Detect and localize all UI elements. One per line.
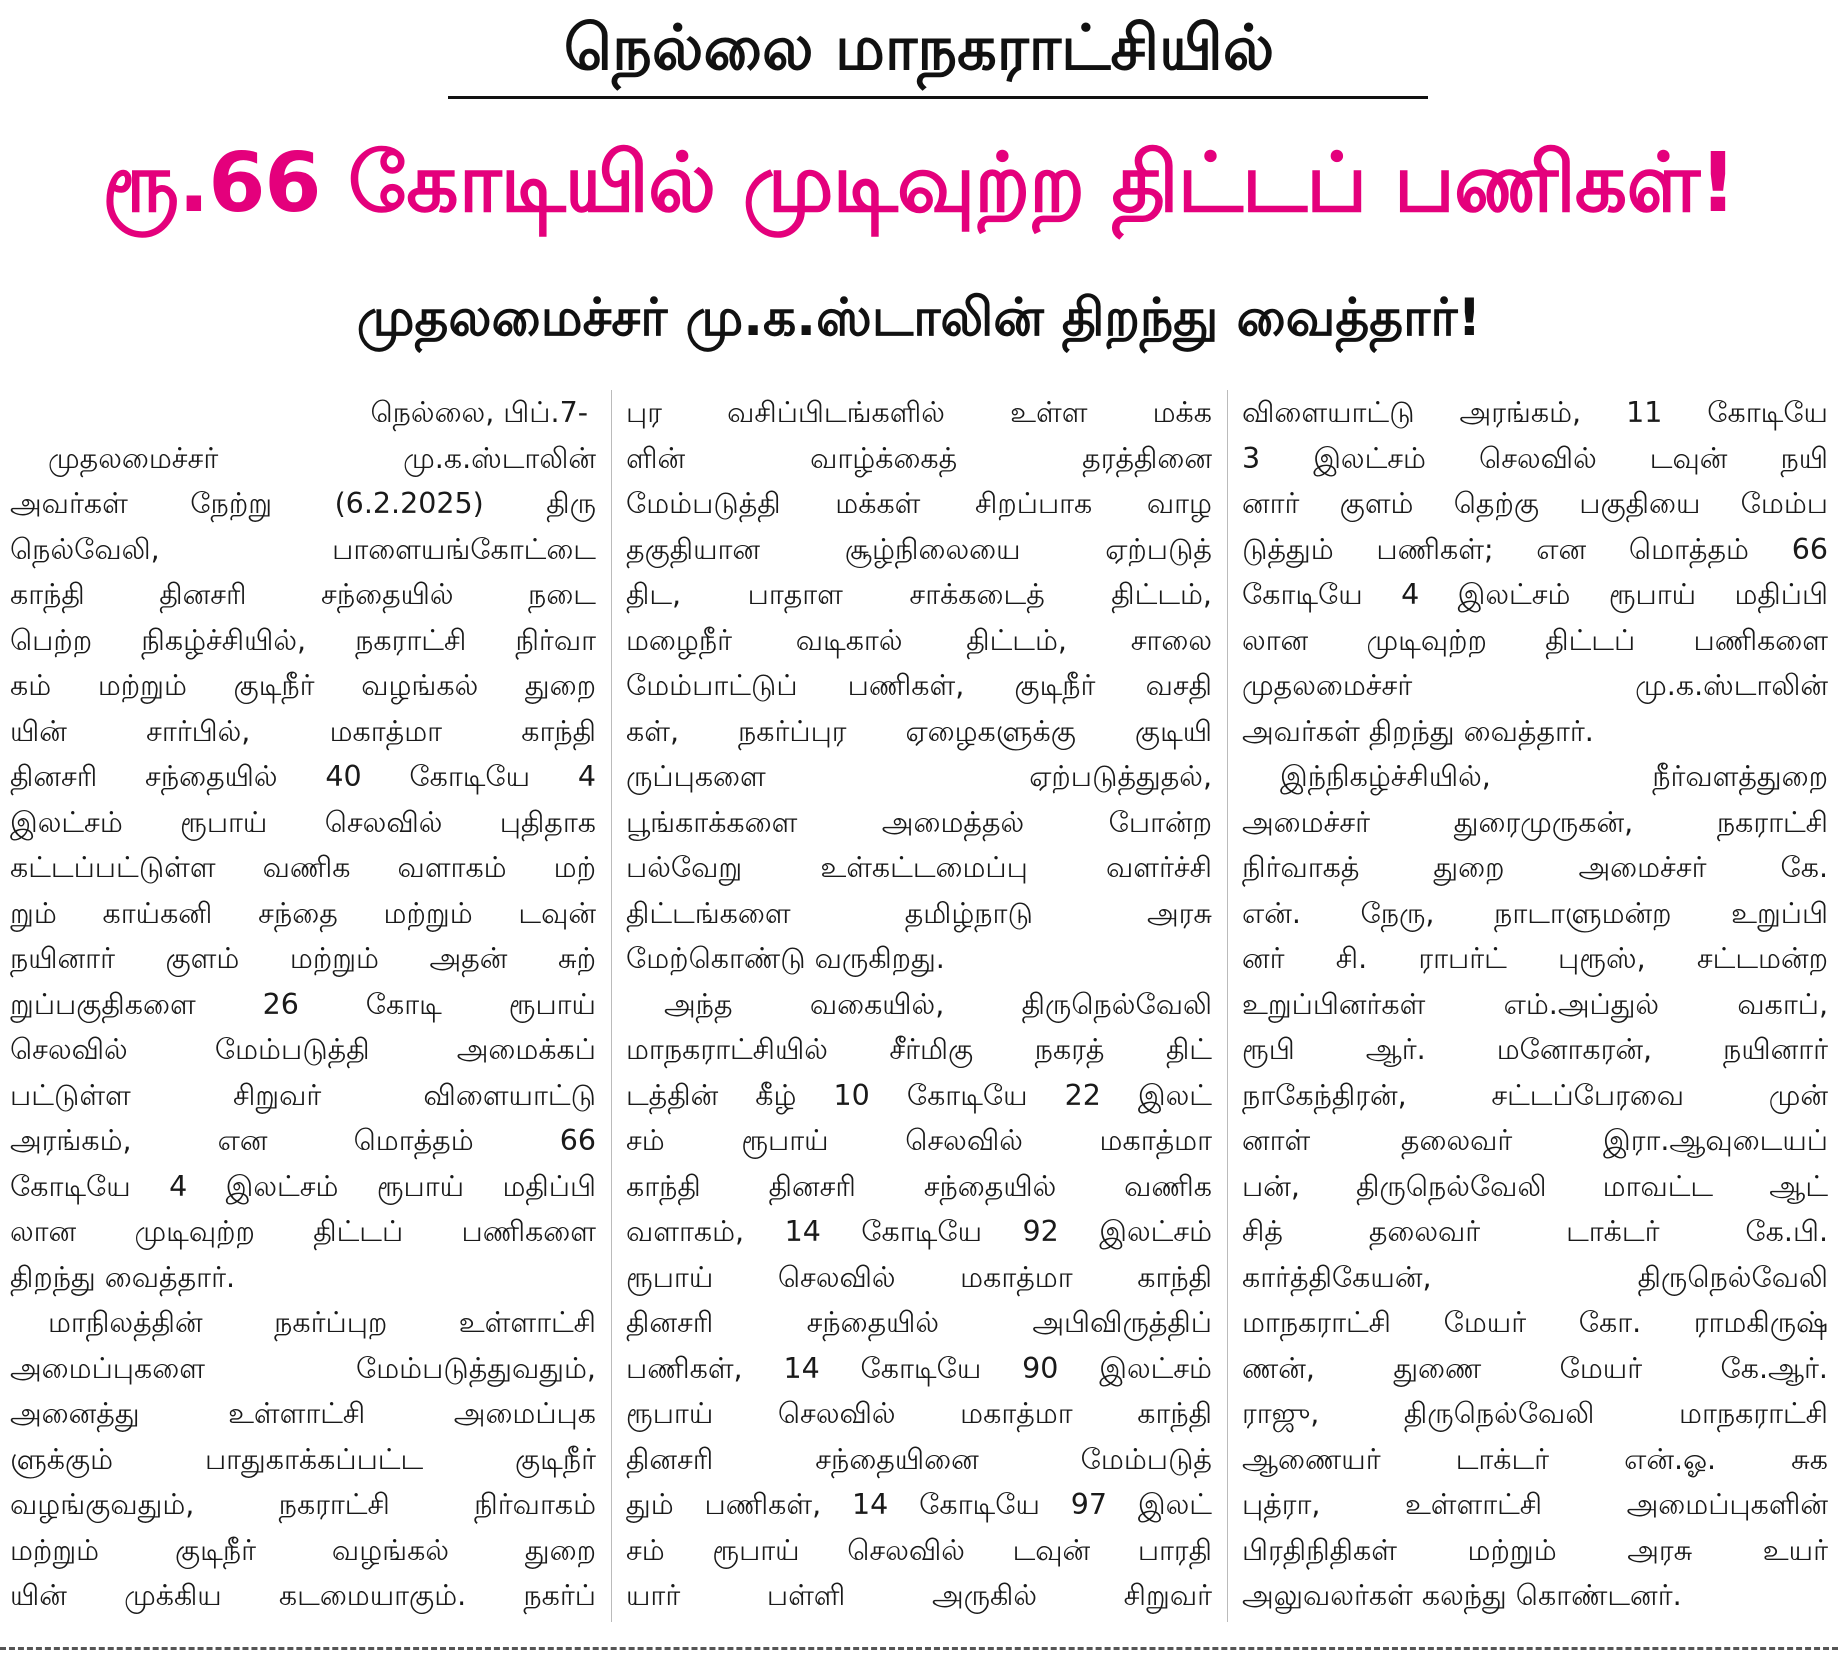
column-2-line: அந்த வகையில், திருநெல்வேலி (664, 987, 1212, 1021)
column-2-line: மேம்படுத்தி மக்கள் சிறப்பாக வாழ (626, 487, 1212, 520)
column-1-line: ளுக்கும் பாதுகாக்கப்பட்ட குடிநீர் (10, 1442, 596, 1476)
column-1-line: முதலமைச்சர் மு.க.ஸ்டாலின் (48, 441, 596, 475)
column-3-line: னர் சி. ராபர்ட் புரூஸ், சட்டமன்ற (1242, 942, 1828, 975)
column-divider (1227, 390, 1228, 1622)
column-3-line: புத்ரா, உள்ளாட்சி அமைப்புகளின் (1242, 1488, 1828, 1521)
column-2-line: வளாகம், 14 கோடியே 92 இலட்சம் (626, 1215, 1212, 1248)
column-3-line: இந்நிகழ்ச்சியில், நீர்வளத்துறை (1280, 760, 1828, 793)
column-1-line: இலட்சம் ரூபாய் செலவில் புதிதாக (10, 805, 596, 839)
column-1-line: அவர்கள் நேற்று (6.2.2025) திரு (10, 487, 596, 520)
column-2-line: தினசரி சந்தையினை மேம்படுத் (626, 1442, 1212, 1476)
headline: ரூ.66 கோடியில் முடிவுற்ற திட்டப் பணிகள்! (102, 136, 1736, 231)
column-3-line: அலுவலர்கள் கலந்து கொண்டனர். (1242, 1579, 1682, 1612)
column-1-line: கட்டப்பட்டுள்ள வணிக வளாகம் மற் (10, 851, 596, 884)
column-2-line: சம் ரூபாய் செலவில் டவுன் பாரதி (626, 1533, 1212, 1567)
kicker-heading: நெல்லை மாநகராட்சியில் (563, 11, 1275, 84)
column-3-line: டுத்தும் பணிகள்; என மொத்தம் 66 (1242, 532, 1828, 566)
column-2-line: ரூபாய் செலவில் மகாத்மா காந்தி (626, 1260, 1212, 1294)
subheadline: முதலமைச்சர் மு.க.ஸ்டாலின் திறந்து வைத்தார்! (356, 288, 1482, 348)
column-1-line: யின் சார்பில், மகாத்மா காந்தி (10, 714, 596, 748)
column-2-line: பூங்காக்களை அமைத்தல் போன்ற (626, 805, 1212, 839)
article-column-3 (1242, 390, 1828, 1622)
column-1-line: அமைப்புகளை மேம்படுத்துவதும், (10, 1351, 596, 1385)
column-1-line: வழங்குவதும், நகராட்சி நிர்வாகம் (10, 1488, 596, 1521)
column-2-line: மாநகராட்சியில் சீர்மிகு நகரத் திட் (626, 1033, 1212, 1066)
column-1-line: றும் காய்கனி சந்தை மற்றும் டவுன் (10, 896, 596, 930)
column-2-line: டத்தின் கீழ் 10 கோடியே 22 இலட் (626, 1078, 1212, 1112)
article-body (10, 390, 1828, 1622)
column-2-line: ளின் வாழ்க்கைத் தரத்தினை (626, 441, 1212, 475)
column-3-line: நாகேந்திரன், சட்டப்பேரவை முன் (1242, 1078, 1828, 1112)
column-1-line: மற்றும் குடிநீர் வழங்கல் துறை (10, 1533, 596, 1567)
column-1-line: நயினார் குளம் மற்றும் அதன் சுற் (10, 942, 596, 975)
column-2-line: சம் ரூபாய் செலவில் மகாத்மா (626, 1124, 1212, 1157)
column-3-line: சித் தலைவர் டாக்டர் கே.பி. (1242, 1215, 1828, 1248)
column-2-line: கள், நகர்ப்புர ஏழைகளுக்கு குடியி (626, 714, 1212, 748)
column-3-line: முதலமைச்சர் மு.க.ஸ்டாலின் (1242, 669, 1828, 702)
column-1-line: காந்தி தினசரி சந்தையில் நடை (10, 578, 596, 611)
column-3-line: விளையாட்டு அரங்கம், 11 கோடியே (1242, 396, 1828, 429)
column-3-line: நிர்வாகத் துறை அமைச்சர் கே. (1242, 851, 1828, 884)
column-1-line: தினசரி சந்தையில் 40 கோடியே 4 (10, 760, 596, 793)
column-3-line: பன், திருநெல்வேலி மாவட்ட ஆட் (1242, 1169, 1828, 1203)
column-1-line: பட்டுள்ள சிறுவர் விளையாட்டு (10, 1078, 596, 1112)
column-3-line: அமைச்சர் துரைமுருகன், நகராட்சி (1242, 805, 1828, 839)
column-3-line: ராஜு, திருநெல்வேலி மாநகராட்சி (1242, 1397, 1828, 1430)
column-2-line: ரூபாய் செலவில் மகாத்மா காந்தி (626, 1397, 1212, 1430)
bottom-dashed-rule (0, 1647, 1838, 1650)
column-3-line: னாள் தலைவர் இரா.ஆவுடையப் (1242, 1124, 1828, 1157)
column-2-line: தகுதியான சூழ்நிலையை ஏற்படுத் (626, 532, 1212, 566)
dateline: நெல்லை, பிப்.7- (370, 396, 588, 429)
column-2-line: பல்வேறு உள்கட்டமைப்பு வளர்ச்சி (626, 851, 1212, 884)
column-3-line: கார்த்திகேயன், திருநெல்வேலி (1242, 1260, 1828, 1294)
column-2-line: மழைநீர் வடிகால் திட்டம், சாலை (626, 623, 1212, 657)
column-1-line: அனைத்து உள்ளாட்சி அமைப்புக (10, 1397, 596, 1430)
column-2-line: பணிகள், 14 கோடியே 90 இலட்சம் (626, 1351, 1212, 1385)
column-1-line: றுப்பகுதிகளை 26 கோடி ரூபாய் (10, 987, 596, 1021)
column-divider (611, 390, 612, 1622)
column-2-line: திட, பாதாள சாக்கடைத் திட்டம், (626, 578, 1212, 611)
column-2-line: தினசரி சந்தையில் அபிவிருத்திப் (626, 1306, 1212, 1339)
column-2-line: திட்டங்களை தமிழ்நாடு அரசு (626, 896, 1212, 930)
article-column-1 (10, 390, 596, 1622)
kicker-underline (448, 96, 1428, 99)
column-1-line: செலவில் மேம்படுத்தி அமைக்கப் (10, 1033, 596, 1066)
column-2-line: தும் பணிகள், 14 கோடியே 97 இலட் (626, 1488, 1212, 1521)
column-2-line: காந்தி தினசரி சந்தையில் வணிக (626, 1169, 1212, 1203)
column-1-line: அரங்கம், என மொத்தம் 66 (10, 1124, 596, 1157)
column-1-line: நெல்வேலி, பாளையங்கோட்டை (10, 532, 596, 566)
column-1-line: கோடியே 4 இலட்சம் ரூபாய் மதிப்பி (10, 1169, 596, 1203)
column-3-line: ஆணையர் டாக்டர் என்.ஓ. சுக (1242, 1442, 1828, 1476)
column-2-line: மேற்கொண்டு வருகிறது. (626, 942, 945, 975)
column-1-line: பெற்ற நிகழ்ச்சியில், நகராட்சி நிர்வா (10, 623, 596, 657)
article-column-2 (626, 390, 1212, 1622)
column-1-line: திறந்து வைத்தார். (10, 1260, 236, 1294)
column-3-line: ரூபி ஆர். மனோகரன், நயினார் (1242, 1033, 1828, 1066)
column-3-line: 3 இலட்சம் செலவில் டவுன் நயி (1242, 441, 1828, 475)
column-2-line: புர வசிப்பிடங்களில் உள்ள மக்க (626, 396, 1212, 429)
column-2-line: ருப்புகளை ஏற்படுத்துதல், (626, 760, 1212, 793)
column-3-line: என். நேரு, நாடாளுமன்ற உறுப்பி (1242, 896, 1828, 930)
column-2-line: யார் பள்ளி அருகில் சிறுவர் (626, 1579, 1212, 1612)
column-1-line: கம் மற்றும் குடிநீர் வழங்கல் துறை (10, 669, 596, 702)
column-3-line: அவர்கள் திறந்து வைத்தார். (1242, 714, 1594, 748)
column-3-line: பிரதிநிதிகள் மற்றும் அரசு உயர் (1242, 1533, 1828, 1567)
column-3-line: உறுப்பினர்கள் எம்.அப்துல் வகாப், (1242, 987, 1828, 1021)
column-3-line: கோடியே 4 இலட்சம் ரூபாய் மதிப்பி (1242, 578, 1828, 611)
column-3-line: ணன், துணை மேயர் கே.ஆர். (1242, 1351, 1828, 1385)
column-2-line: மேம்பாட்டுப் பணிகள், குடிநீர் வசதி (626, 669, 1212, 702)
column-3-line: னார் குளம் தெற்கு பகுதியை மேம்ப (1242, 487, 1828, 520)
column-3-line: மாநகராட்சி மேயர் கோ. ராமகிருஷ் (1242, 1306, 1828, 1339)
column-1-line: மாநிலத்தின் நகர்ப்புற உள்ளாட்சி (48, 1306, 596, 1339)
column-1-line: லான முடிவுற்ற திட்டப் பணிகளை (10, 1215, 596, 1248)
column-1-line: யின் முக்கிய கடமையாகும். நகர்ப் (10, 1579, 596, 1612)
column-3-line: லான முடிவுற்ற திட்டப் பணிகளை (1242, 623, 1828, 657)
